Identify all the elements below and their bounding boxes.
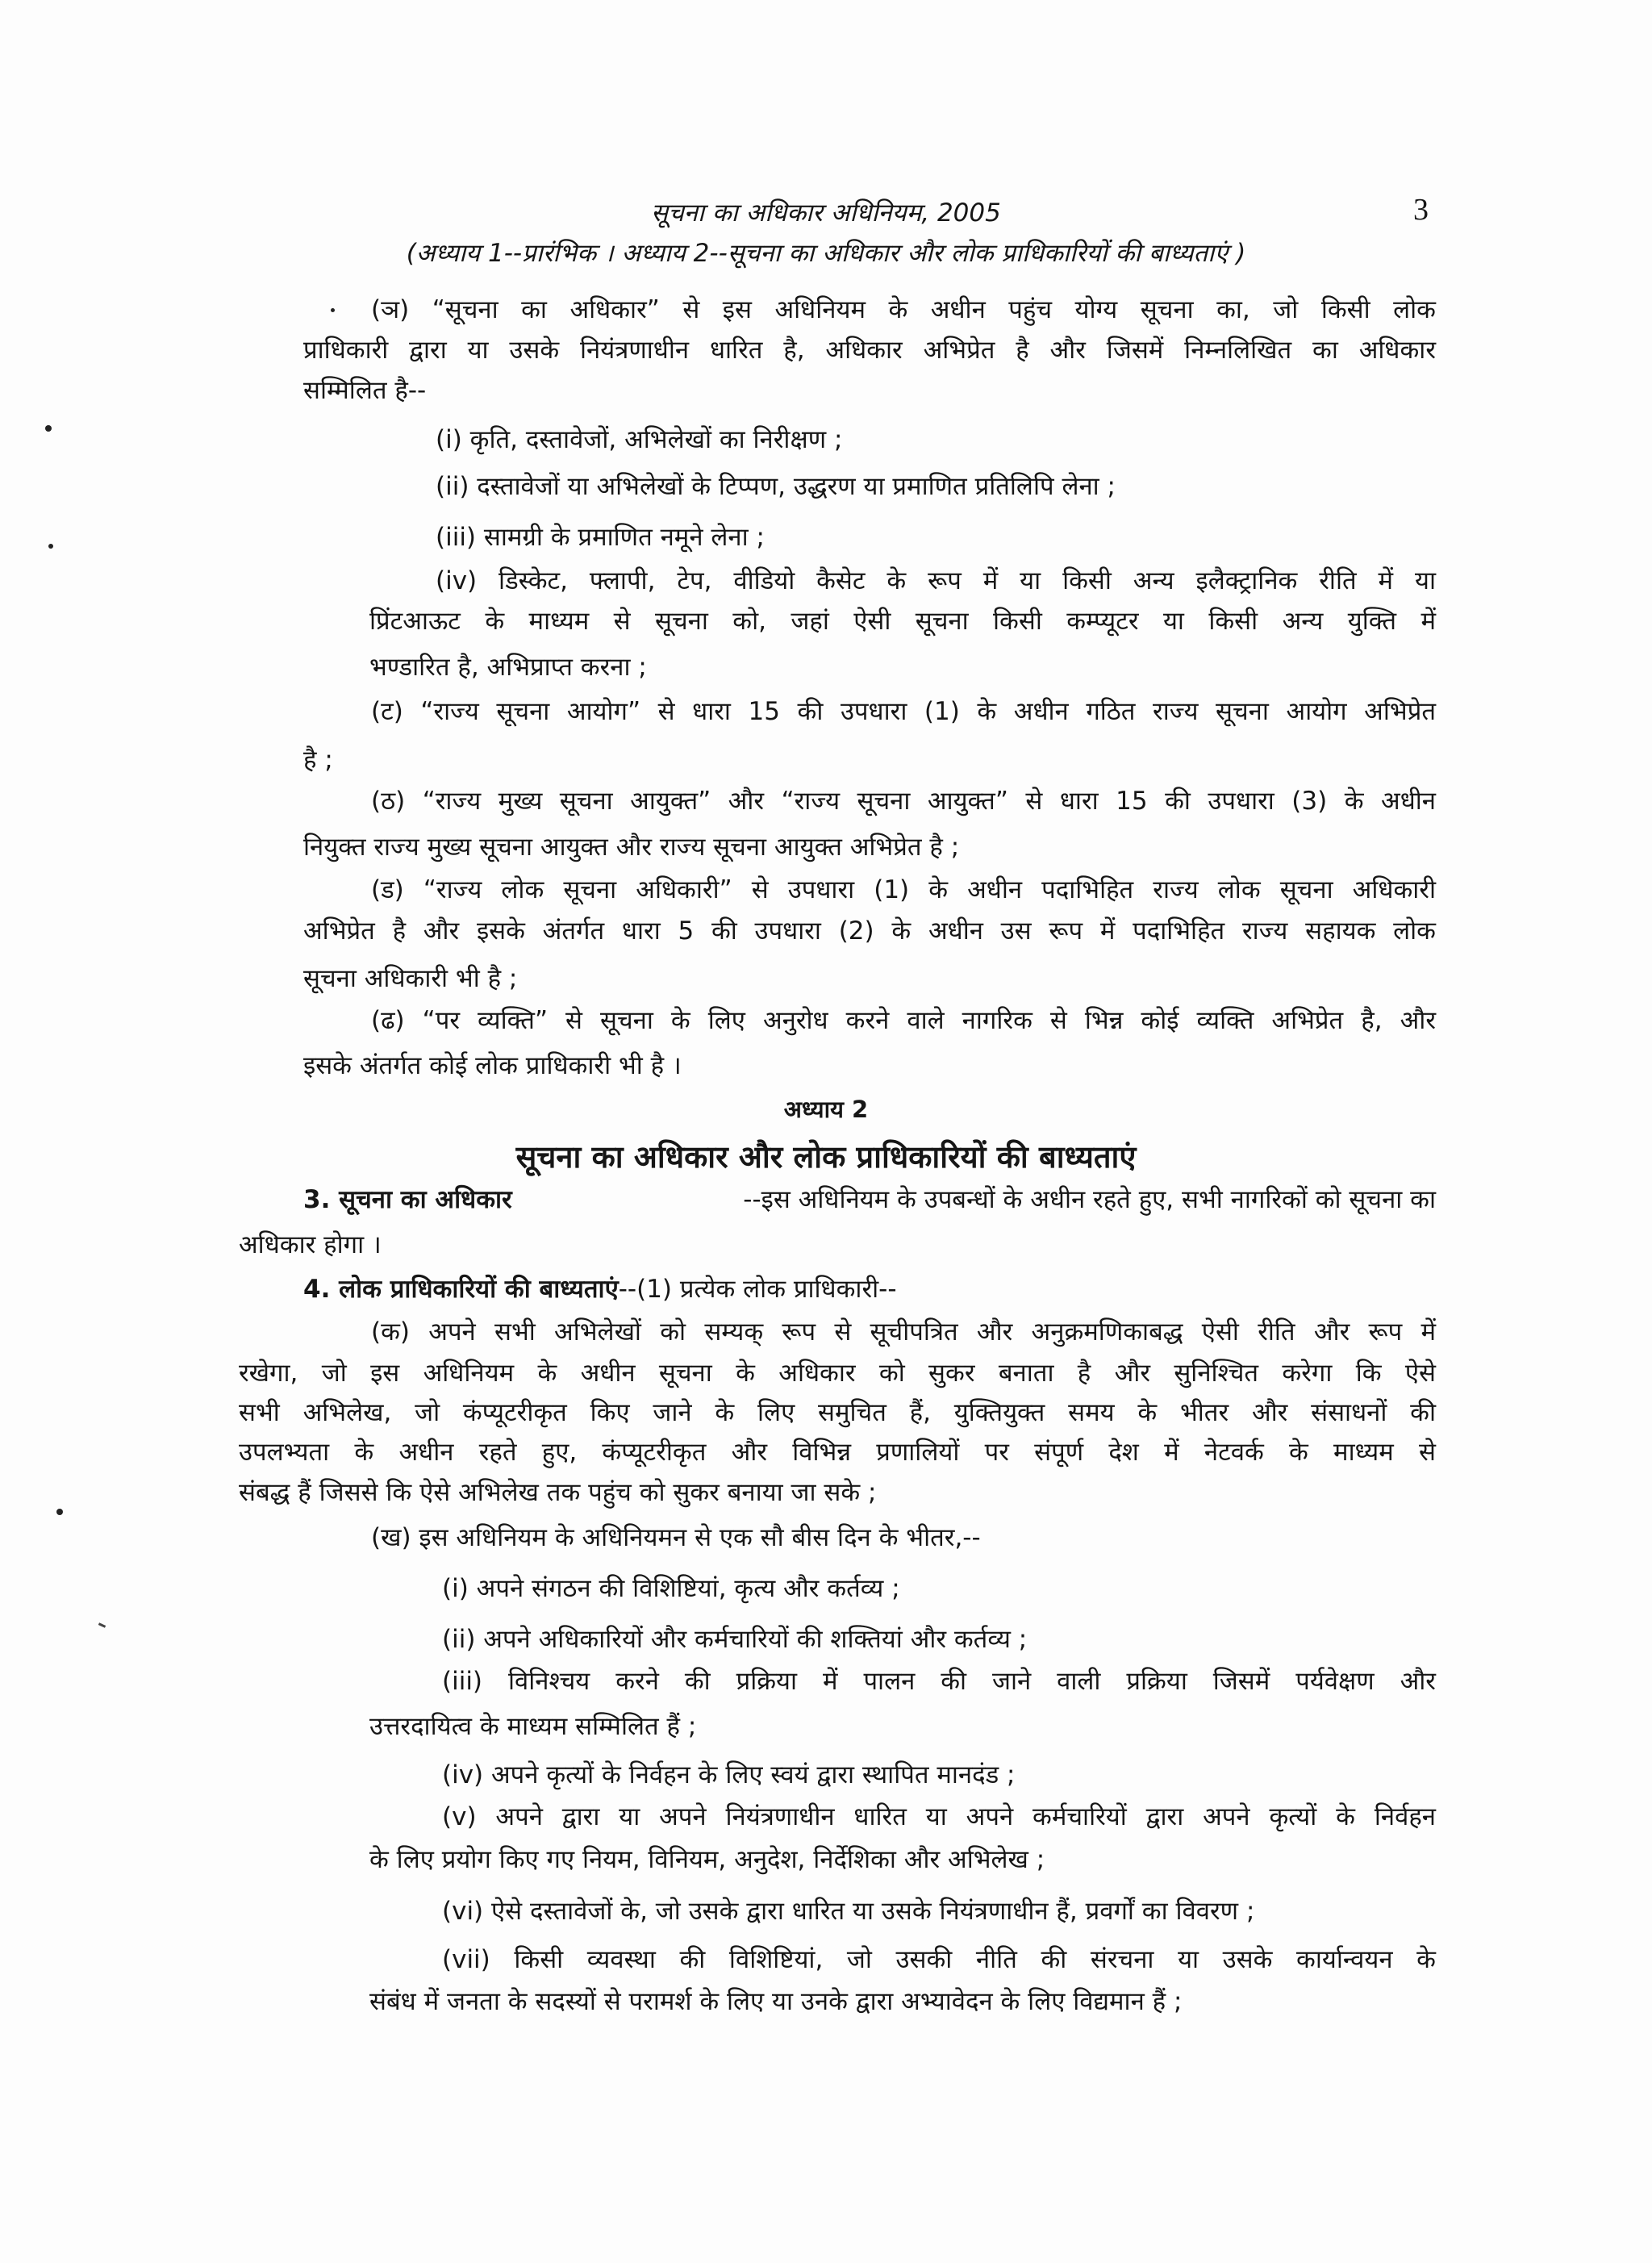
clause-th-line-1: (ठ) “राज्य मुख्य सूचना आयुक्त” और “राज्य सूचना आयुक्त” से धारा 15 की उपधारा (3) के अधीन bbox=[371, 787, 1436, 816]
clause-kh-item-iv: (iv) अपने कृत्यों के निर्वहन के लिए स्वयं द्वारा स्थापित मानदंड ; bbox=[442, 1760, 1016, 1789]
clause-d-line-2: अभिप्रेत है और इसके अंतर्गत धारा 5 की उपधारा (2) के अधीन उस रूप में पदाभिहित राज्य सहायक लोक bbox=[303, 916, 1436, 946]
scan-speck bbox=[56, 1509, 63, 1515]
section-3-line-2: अधिकार होगा । bbox=[239, 1230, 382, 1259]
clause-dh-line-2: इसके अंतर्गत कोई लोक प्राधिकारी भी है । bbox=[303, 1051, 682, 1080]
clause-j-line-1: (ञ) “सूचना का अधिकार” से इस अधिनियम के अधीन पहुंच योग्य सूचना का, जो किसी लोक bbox=[371, 295, 1436, 324]
running-subtitle: (अध्याय 1--प्रारंभिक । अध्याय 2--सूचना का अधिकार और लोक प्राधिकारियों की बाध्यताएं ) bbox=[406, 239, 1246, 268]
clause-k-line-3: सभी अभिलेख, जो कंप्यूटरीकृत किए जाने के लिए समुचित हैं, युक्तियुक्त समय के भीतर और संसाधनों की bbox=[239, 1398, 1436, 1427]
clause-j-item-iv-line-3: भण्डारित है, अभिप्राप्त करना ; bbox=[369, 653, 647, 682]
clause-d-line-3: सूचना अधिकारी भी है ; bbox=[303, 964, 518, 993]
clause-j-line-2: प्राधिकारी द्वारा या उसके नियंत्रणाधीन धारित है, अधिकार अभिप्रेत है और जिसमें निम्नलिखित का अधिकार bbox=[303, 336, 1436, 365]
clause-kh-item-vii-line-2: संबंध में जनता के सदस्यों से परामर्श के लिए या उनके द्वारा अभ्यावेदन के लिए विद्यमान हैं ; bbox=[369, 1987, 1183, 2016]
clause-kh-item-iii-line-2: उत्तरदायित्व के माध्यम सम्मिलित हैं ; bbox=[369, 1712, 697, 1741]
chapter-label: अध्याय 2 bbox=[783, 1096, 869, 1123]
clause-k-line-1: (क) अपने सभी अभिलेखों को सम्यक् रूप से सूचीपत्रित और अनुक्रमणिकाबद्ध ऐसी रीति और रूप में bbox=[371, 1317, 1436, 1347]
scan-speck bbox=[45, 425, 52, 432]
section-4-heading-line bbox=[303, 1273, 897, 1305]
clause-dh-line-1: (ढ) “पर व्यक्ति” से सूचना के लिए अनुरोध करने वाले नागरिक से भिन्न कोई व्यक्ति अभिप्रेत है, और bbox=[371, 1006, 1436, 1035]
section-3-text: --इस अधिनियम के उपबन्धों के अधीन रहते हुए, सभी नागरिकों को सूचना का bbox=[743, 1185, 1436, 1214]
clause-k-line-5: संबद्ध हैं जिससे कि ऐसे अभिलेख तक पहुंच को सुकर बनाया जा सके ; bbox=[239, 1478, 877, 1507]
clause-kh: (ख) इस अधिनियम के अधिनियमन से एक सौ बीस दिन के भीतर,-- bbox=[371, 1523, 981, 1552]
clause-j-item-iv-line-1: (iv) डिस्केट, फ्लापी, टेप, वीडियो कैसेट के रूप में या किसी अन्य इलैक्ट्रानिक रीति में या bbox=[436, 566, 1436, 595]
clause-j-item-iv-line-2: प्रिंटआऊट के माध्यम से सूचना को, जहां ऐसी सूचना किसी कम्प्यूटर या किसी अन्य युक्ति में bbox=[369, 607, 1436, 636]
clause-k-line-2: रखेगा, जो इस अधिनियम के अधीन सूचना के अधिकार को सुकर बनाता है और सुनिश्चित करेगा कि ऐसे bbox=[239, 1359, 1436, 1388]
clause-j-item-ii: (ii) दस्तावेजों या अभिलेखों के टिप्पण, उद्धरण या प्रमाणित प्रतिलिपि लेना ; bbox=[436, 472, 1116, 501]
clause-kh-item-i: (i) अपने संगठन की विशिष्टियां, कृत्य और कर्तव्य ; bbox=[442, 1574, 900, 1603]
running-title: सूचना का अधिकार अधिनियम, 2005 bbox=[651, 198, 1001, 228]
section-4-heading: 4. लोक प्राधिकारियों की बाध्यताएं bbox=[303, 1275, 619, 1304]
clause-kh-item-vi: (vi) ऐसे दस्तावेजों के, जो उसके द्वारा धारित या उसके नियंत्रणाधीन हैं, प्रवर्गों का विवरण ; bbox=[442, 1897, 1255, 1926]
clause-t-line-2: है ; bbox=[303, 745, 333, 775]
section-4-heading-rest: --(1) प्रत्येक लोक प्राधिकारी-- bbox=[618, 1275, 897, 1304]
clause-th-line-2: नियुक्त राज्य मुख्य सूचना आयुक्त और राज्य सूचना आयुक्त अभिप्रेत है ; bbox=[303, 833, 960, 862]
clause-kh-item-v-line-1: (v) अपने द्वारा या अपने नियंत्रणाधीन धारित या अपने कर्मचारियों द्वारा अपने कृत्यों के निर्वहन bbox=[442, 1802, 1436, 1831]
scan-speck bbox=[48, 544, 53, 549]
clause-kh-item-iii-line-1: (iii) विनिश्चय करने की प्रक्रिया में पालन की जाने वाली प्रक्रिया जिसमें पर्यवेक्षण और bbox=[442, 1667, 1436, 1696]
clause-j-item-i: (i) कृति, दस्तावेजों, अभिलेखों का निरीक्षण ; bbox=[436, 425, 843, 454]
clause-j-line-3: सम्मिलित है-- bbox=[303, 376, 427, 405]
clause-t-line-1: (ट) “राज्य सूचना आयोग” से धारा 15 की उपधारा (1) के अधीन गठित राज्य सूचना आयोग अभिप्रेत bbox=[371, 697, 1436, 726]
clause-kh-item-v-line-2: के लिए प्रयोग किए गए नियम, विनियम, अनुदेश, निर्देशिका और अभिलेख ; bbox=[369, 1845, 1045, 1874]
chapter-title: सूचना का अधिकार और लोक प्राधिकारियों की बाध्यताएं bbox=[515, 1139, 1137, 1175]
clause-d-line-1: (ड) “राज्य लोक सूचना अधिकारी” से उपधारा (1) के अधीन पदाभिहित राज्य लोक सूचना अधिकारी bbox=[371, 875, 1436, 904]
section-3-heading: 3. सूचना का अधिकार bbox=[303, 1185, 512, 1214]
scan-speck bbox=[98, 1622, 106, 1628]
clause-kh-item-ii: (ii) अपने अधिकारियों और कर्मचारियों की शक्तियां और कर्तव्य ; bbox=[442, 1625, 1028, 1654]
scan-speck bbox=[331, 308, 335, 312]
page-number: 3 bbox=[1413, 193, 1429, 227]
clause-j-item-iii: (iii) सामग्री के प्रमाणित नमूने लेना ; bbox=[436, 523, 765, 552]
clause-kh-item-vii-line-1: (vii) किसी व्यवस्था की विशिष्टियां, जो उसकी नीति की संरचना या उसके कार्यान्वयन के bbox=[442, 1945, 1436, 1974]
clause-k-line-4: उपलभ्यता के अधीन रहते हुए, कंप्यूटरीकृत और विभिन्न प्रणालियों पर संपूर्ण देश में नेटवर्क के माध्यम से bbox=[239, 1438, 1436, 1467]
section-3-line-1 bbox=[303, 1184, 1436, 1216]
